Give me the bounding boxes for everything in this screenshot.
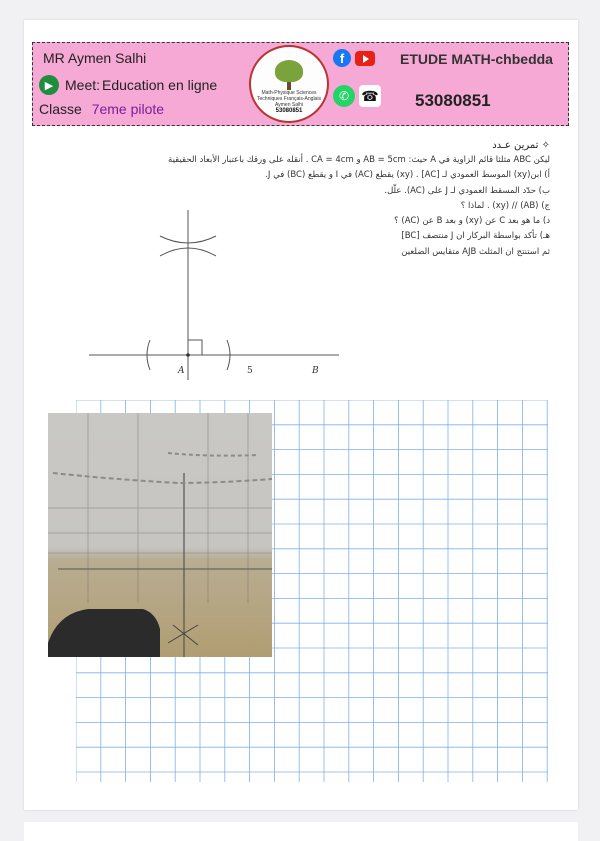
point-a-label: A <box>178 366 185 376</box>
phone-number: 53080851 <box>415 91 491 110</box>
document-page <box>24 20 578 810</box>
meet-label: Meet: <box>65 77 101 93</box>
exercise-line: ثم استنتج ان المثلث AJB متقايس الضلعين <box>401 246 550 257</box>
logo-text: Math-Physique Sciences Techniques Français-Anglais <box>257 90 321 102</box>
exercise-line: هـ) تأكد بواسطة البركار ان J منتصف [BC] <box>401 231 550 242</box>
logo-number: 53080851 <box>275 108 303 114</box>
social-icons <box>333 49 375 67</box>
exercise-line: ليكن ABC مثلثا قائم الزاوية في A حيث: AB = 5cm و CA = 4cm . أنقله على ورقك باعتبار الأبعاد الحقيقية <box>168 155 550 165</box>
exercise-line: ب) حدّد المسقط العمودي لـ J على (AC). علّل. <box>384 185 550 196</box>
meet-value: Education en ligne <box>102 77 218 93</box>
next-page-strip <box>24 822 578 841</box>
exercise-line: د) ما هو بعد C عن (xy) و بعد B عن (AC) ؟ <box>394 216 550 227</box>
phone-icon: ☎ <box>359 85 381 107</box>
exercise-line: أ) ابن(xy) الموسط العمودي لـ [AC] . (xy) يقطع (AC) في I و يقطع (BC) في J. <box>265 170 550 181</box>
point-a-dot <box>186 353 190 357</box>
brand-name: ETUDE MATH-chbedda <box>400 51 553 67</box>
whatsapp-icon: ✆ <box>333 85 355 107</box>
exercise-line: ج) (AB) // (xy) . لماذا ؟ <box>460 200 550 211</box>
right-angle-mark <box>188 340 202 355</box>
point-b-label: B <box>312 366 319 376</box>
class-value: 7eme pilote <box>91 101 165 117</box>
youtube-icon <box>355 51 375 66</box>
contact-icons <box>333 85 381 107</box>
class-label: Classe <box>39 101 82 117</box>
geometry-figure <box>84 210 344 390</box>
header-banner <box>32 42 569 126</box>
meet-row <box>39 75 217 95</box>
teacher-name: MR Aymen Salhi <box>43 50 147 66</box>
logo-signature: Aymen Salhi <box>275 102 303 108</box>
exercise-title: ✧ تمرين عـدد <box>492 140 550 151</box>
class-row <box>39 101 164 117</box>
facebook-icon: f <box>333 49 351 67</box>
segment-length-label: 5 <box>247 366 253 376</box>
google-meet-icon: ▶ <box>39 75 59 95</box>
tree-icon <box>275 60 303 82</box>
school-logo <box>249 45 329 123</box>
notebook-photo <box>48 413 272 657</box>
